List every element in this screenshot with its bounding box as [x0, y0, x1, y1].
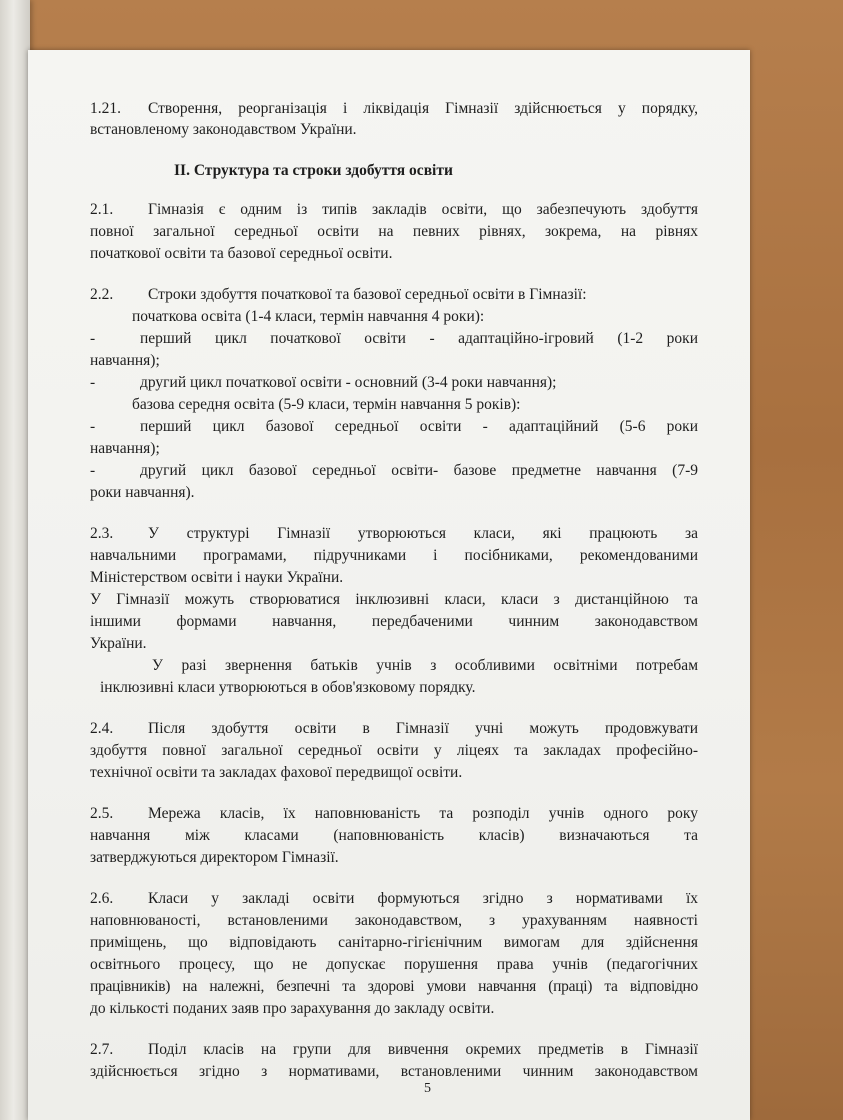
paragraph-2-3-line-4: У Гімназії можуть створюватися інклюзивні класи, класи з дистанційною та: [90, 591, 698, 608]
paragraph-2-1-line-1: 2.1. Гімназія є одним із типів закладів освіти, що забезпечують здобуття: [90, 199, 698, 221]
paragraph-2-1-line-2: повної загальної середньої освіти на певних рівнях, зокрема, на рівнях: [90, 223, 698, 240]
page-number: 5: [424, 1081, 431, 1096]
paragraph-2-2-line-1: 2.2. Строки здобуття початкової та базової середньої освіти в Гімназії:: [90, 284, 698, 306]
paragraph-2-3-line-7: У разі звернення батьків учнів з особливими освітніми потребам: [152, 657, 698, 674]
bullet-dash: -: [90, 330, 96, 347]
document-page: [28, 50, 750, 1120]
paragraph-2-5-line-1: 2.5. Мережа класів, їх наповнюваність та розподіл учнів одного року: [90, 803, 698, 825]
paragraph-2-5-line-2: навчання між класами (наповнюваність класів) визначаються та: [90, 827, 698, 844]
paragraph-1-21-line-1: 1.21. Створення, реорганізація і ліквідація Гімназії здійснюється у порядку,: [90, 98, 698, 120]
clause-number: 2.1.: [90, 201, 114, 218]
clause-number: 1.21.: [90, 100, 121, 117]
clause-number: 2.2.: [90, 286, 114, 303]
paragraph-2-3-line-8: інклюзивні класи утворюються в обов'язковому порядку.: [100, 679, 476, 696]
notebook-binding: [0, 0, 30, 1120]
bullet-dash: -: [90, 418, 96, 435]
paragraph-2-4-line-2: здобуття повної загальної середньої освіти у ліцеях та закладах професійно-: [90, 742, 698, 759]
paragraph-2-6-line-1: 2.6. Класи у закладі освіти формуються згідно з нормативами їх: [90, 888, 698, 910]
paragraph-2-4-line-3: технічної освіти та закладах фахової передвищої освіти.: [90, 764, 463, 781]
paragraph-2-6-line-3: приміщень, що відповідають санітарно-гігієнічним вимогам для здійснення: [90, 934, 698, 951]
paragraph-2-7-line-2: здійснюється згідно з нормативами, встановленими чинним законодавством: [90, 1063, 698, 1080]
paragraph-2-5-line-3: затверджуються директором Гімназії.: [90, 849, 339, 866]
paragraph-2-6-line-4: освітнього процесу, що не допускає порушення права учнів (педагогічних: [90, 956, 698, 973]
paragraph-2-1-line-3: початкової освіти та базової середньої освіти.: [90, 245, 393, 262]
clause-number: 2.3.: [90, 525, 114, 542]
section-heading: ІІ. Структура та строки здобуття освіти: [174, 162, 453, 179]
bullet-dash: -: [90, 462, 96, 479]
paragraph-2-4-line-1: 2.4. Після здобуття освіти в Гімназії учні можуть продовжувати: [90, 718, 698, 740]
list-item-3-line-1: - перший цикл базової середньої освіти - адаптаційний (5-6 роки: [90, 416, 698, 438]
clause-number: 2.7.: [90, 1041, 114, 1058]
paragraph-2-3-line-3: Міністерством освіти і науки України.: [90, 569, 344, 586]
paragraph-2-3-line-6: України.: [90, 635, 147, 652]
paragraph-2-6-line-2: наповнюваності, встановленими законодавством, з урахуванням наявності: [90, 912, 698, 929]
paragraph-2-7-line-1: 2.7. Поділ класів на групи для вивчення окремих предметів в Гімназії: [90, 1039, 698, 1061]
clause-number: 2.5.: [90, 805, 114, 822]
paragraph-2-2-line-2: початкова освіта (1-4 класи, термін навчання 4 роки):: [132, 308, 485, 325]
paragraph-2-3-line-2: навчальними програмами, підручниками і посібниками, рекомендованими: [90, 547, 698, 564]
paragraph-2-6-line-6: до кількості поданих заяв про зарахування до закладу освіти.: [90, 1000, 495, 1017]
bullet-dash: -: [90, 374, 96, 391]
paragraph-2-3-line-1: 2.3. У структурі Гімназії утворюються класи, які працюють за: [90, 523, 698, 545]
list-item-2-line-1: - другий цикл початкової освіти - основний (3-4 роки навчання);: [90, 372, 698, 394]
list-item-1-line-2: навчання);: [90, 352, 160, 369]
list-item-4-line-2: роки навчання).: [90, 484, 195, 501]
paragraph-2-6-line-5: працівників) на належні, безпечні та здорові умови навчання (праці) та відповідно: [90, 978, 698, 995]
paragraph-2-2-line-3: базова середня освіта (5-9 класи, термін навчання 5 років):: [132, 396, 521, 413]
paragraph-1-21-line-2: встановленому законодавством України.: [90, 121, 357, 138]
list-item-1-line-1: - перший цикл початкової освіти - адаптаційно-ігровий (1-2 роки: [90, 328, 698, 350]
list-item-3-line-2: навчання);: [90, 440, 160, 457]
list-item-4-line-1: - другий цикл базової середньої освіти- базове предметне навчання (7-9: [90, 460, 698, 482]
clause-number: 2.6.: [90, 890, 114, 907]
clause-number: 2.4.: [90, 720, 114, 737]
paragraph-2-3-line-5: іншими формами навчання, передбаченими чинним законодавством: [90, 613, 698, 630]
